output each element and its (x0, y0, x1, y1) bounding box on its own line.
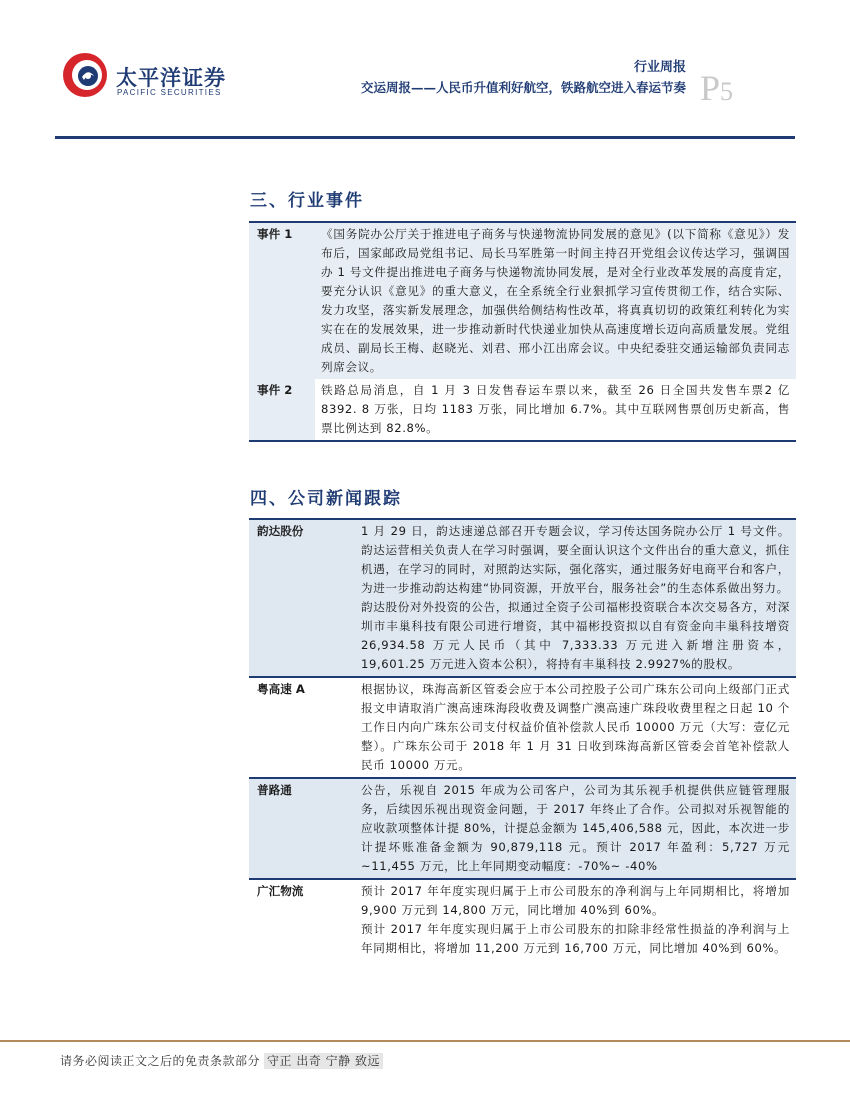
news-paragraph: 根据协议，珠海高新区管委会应于本公司控股子公司广珠东公司向上级部门正式报文申请取消广澳高速珠海段收费及调整广澳高速广珠段收费里程之日起 10 个工作日内向广珠东公司支付权益价值补偿款人民币 10000 万元（大写：壹亿元整）。广珠东公司于 2018 年 1 月 31 日收到珠海高新区管委会首笔补偿款人民币 10000 万元。 (361, 682, 790, 772)
footer-disclaimer: 请务必阅读正文之后的免责条款部分 (60, 1054, 261, 1068)
page-number (700, 70, 733, 106)
event-key: 事件 1 (249, 222, 315, 379)
footer-divider (0, 1040, 850, 1042)
industry-events-table (249, 221, 796, 442)
news-paragraph: 公告，乐视自 2015 年成为公司客户，公司为其乐视手机提供供应链管理服务，后续因乐视出现资金问题，于 2017 年终止了合作。公司拟对乐视智能的应收款项整体计提 80%，计提总金额为 145,406,588 元，因此，本次进一步计提坏账准备金额为 90,879,118 元。预计 2017 年盈利：5,727 万元~11,455 万元，比上年同期变动幅度：-70%~ -40% (361, 783, 790, 873)
company-name: 普路通 (249, 778, 349, 879)
event-text: 《国务院办公厅关于推进电子商务与快递物流协同发展的意见》(以下简称《意见》）发布后，国家邮政局党组书记、局长马军胜第一时间主持召开党组会议传达学习，强调国办 1 号文件提出推进电子商务与快递物流协同发展，是对全行业改革发展的高度肯定，要充分认识《意见》的重大意义，在全系统全行业狠抓学习宣传贯彻工作，结合实际、发力攻坚，落实新发展理念，加强供给侧结构性改革，将真真切切的政策红利转化为实实在在的发展效果，进一步推动新时代快递业加快从高速度增长迈向高质量发展。党组成员、副局长王梅、赵晓光、刘君、邢小江出席会议。中央纪委驻交通运输部负责同志列席会议。 (315, 222, 796, 379)
company-row (249, 879, 796, 960)
footer-motto: 守正 出奇 宁静 致远 (264, 1053, 383, 1069)
company-row (249, 519, 796, 677)
news-paragraph: 韵达股份对外投资的公告，拟通过全资子公司福彬投资联合本次交易各方，对深圳市丰巢科技有限公司进行增资，其中福彬投资拟以自有资金向丰巢科技增资 26,934.58 万元人民币（其中 7,333.33 万元进入新增注册资本，19,601.25 万元进入资本公积），将持有丰巢科技 2.9927%的股权。 (361, 600, 790, 671)
event-key: 事件 2 (249, 379, 315, 441)
page-header (0, 0, 850, 140)
company-name: 韵达股份 (249, 519, 349, 677)
company-row (249, 778, 796, 879)
news-paragraph: 1 月 29 日，韵达速递总部召开专题会议，学习传达国务院办公厅 1 号文件。韵达运营相关负责人在学习时强调，要全面认识这个文件出台的重大意义，抓住机遇，在学习的同时，对照韵达实际，强化落实，通过服务好电商平台和客户，为进一步推动韵达构建“协同资源，开放平台，服务社会”的生态体系做出努力。 (361, 524, 790, 595)
company-name: 粤高速 A (249, 677, 349, 778)
page-letter: P (700, 68, 721, 108)
section-title-company-news: 四、公司新闻跟踪 (250, 489, 402, 509)
header-divider (55, 136, 795, 139)
company-name-cn: 太平洋证券 (116, 66, 226, 90)
event-row (249, 222, 796, 379)
company-news-text (349, 519, 796, 677)
report-type: 行业周报 (633, 60, 686, 75)
company-name: 广汇物流 (249, 879, 349, 960)
company-news-text (349, 778, 796, 879)
section-title-industry-events: 三、行业事件 (250, 191, 364, 211)
news-paragraph: 预计 2017 年年度实现归属于上市公司股东的扣除非经常性损益的净利润与上年同期相比，将增加 11,200 万元到 16,700 万元，同比增加 40%到 60%。 (361, 922, 790, 955)
company-news-text (349, 677, 796, 778)
event-row (249, 379, 796, 441)
pacific-securities-logo-icon (60, 50, 110, 100)
report-title: 交运周报——人民币升值利好航空，铁路航空进入春运节奏 (360, 80, 686, 95)
footer (60, 1052, 383, 1069)
company-news-text (349, 879, 796, 960)
news-paragraph: 预计 2017 年年度实现归属于上市公司股东的净利润与上年同期相比，将增加 9,900 万元到 14,800 万元，同比增加 40%到 60%。 (361, 884, 790, 917)
company-row (249, 677, 796, 778)
event-text: 铁路总局消息，自 1 月 3 日发售春运车票以来，截至 26 日全国共发售车票2 亿 8392. 8 万张，日均 1183 万张，同比增加 6.7%。其中互联网售票创历史新高，售票比例达到 82.8%。 (315, 379, 796, 441)
page-digit: 5 (720, 77, 734, 106)
company-name-en: PACIFIC SECURITIES (117, 88, 222, 97)
company-news-table (249, 518, 796, 960)
